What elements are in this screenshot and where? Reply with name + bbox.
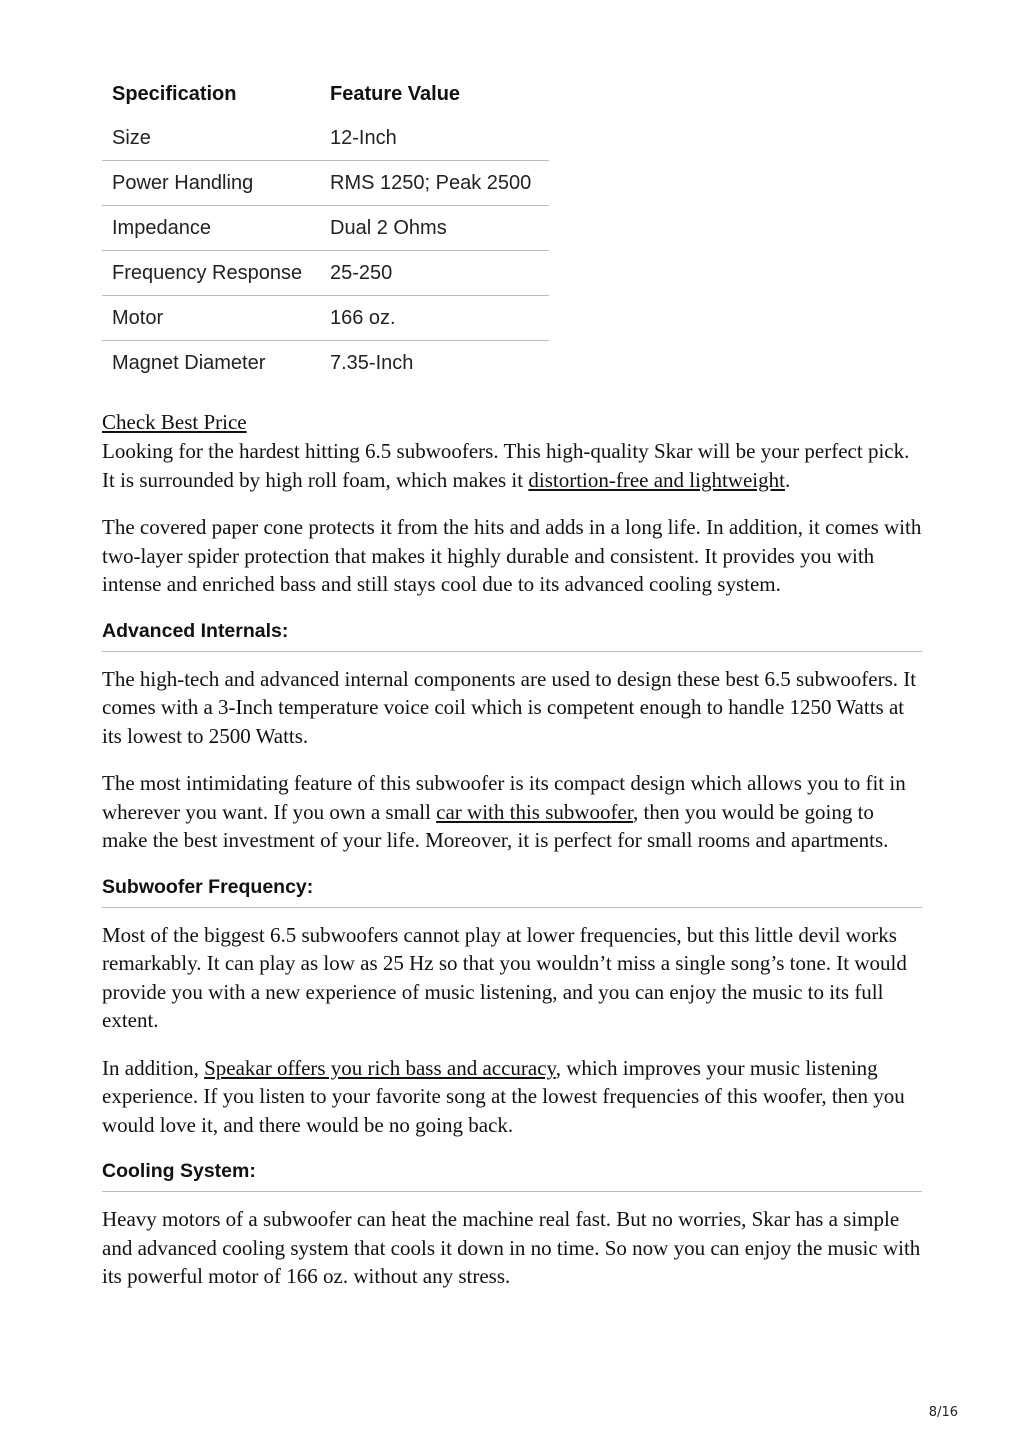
spec-value: 12-Inch bbox=[330, 126, 397, 149]
frequency-paragraph-1: Most of the biggest 6.5 subwoofers cannot play at lower frequencies, but this little devil works remarkably. It can play as low as 25 Hz so that you wouldn’t miss a single song’s tone. It would provide you with a new experience of music listening, and you can enjoy the music to its full extent. bbox=[102, 922, 907, 1032]
heading-advanced-internals: Advanced Internals: bbox=[102, 618, 922, 652]
intro-paragraph bbox=[102, 437, 922, 494]
table-row bbox=[102, 116, 549, 161]
spec-name: Impedance bbox=[102, 206, 320, 251]
intro-text-end: . bbox=[784, 467, 791, 492]
table-row bbox=[102, 341, 549, 386]
heading-subwoofer-frequency: Subwoofer Frequency: bbox=[102, 874, 922, 908]
table-row bbox=[102, 251, 549, 296]
cooling-paragraph: Heavy motors of a subwoofer can heat the machine real fast. But no worries, Skar has a simple and advanced cooling system that cools it down in no time. So now you can enjoy the music with its powerful motor of 166 oz. without any stress. bbox=[102, 1207, 921, 1288]
spec-value: 25-250 bbox=[320, 251, 549, 296]
distortion-free-link[interactable]: distortion-free and lightweight bbox=[528, 467, 785, 492]
cone-paragraph: The covered paper cone protects it from the hits and adds in a long life. In addition, it comes with two-layer spider protection that makes it highly durable and consistent. It provides you with intense and enriched bass and still stays cool due to its advanced cooling system. bbox=[102, 515, 922, 596]
frequency-paragraph-2 bbox=[102, 1054, 922, 1140]
document-page bbox=[102, 72, 922, 1310]
frequency-text-end: , which improves your music listening experience. If you listen to your favorite song at the lowest frequencies of this woofer, then you would love it, and there would be no going back. bbox=[102, 1055, 905, 1137]
table-row bbox=[102, 161, 549, 206]
spec-name: Motor bbox=[102, 296, 320, 341]
internals-paragraph-1: The high-tech and advanced internal components are used to design these best 6.5 subwoofers. It comes with a 3-Inch temperature voice coil which is competent enough to handle 1250 Watts at its lowest to 2500 Watts. bbox=[102, 666, 917, 748]
page-number: 8/16 bbox=[928, 1405, 958, 1420]
internals-paragraph-2 bbox=[102, 769, 922, 855]
spec-header-feature-value: Feature Value bbox=[330, 82, 461, 105]
spec-value: Dual 2 Ohms bbox=[320, 206, 549, 251]
spec-header-specification: Specification bbox=[112, 82, 237, 105]
spec-value: 166 oz. bbox=[320, 296, 549, 341]
car-with-subwoofer-link[interactable]: car with this subwoofer bbox=[436, 799, 634, 824]
internals-text: The most intimidating feature of this subwoofer is its compact design which allows you to fit in wherever you want. If you own a small bbox=[102, 771, 906, 824]
heading-cooling-system: Cooling System: bbox=[102, 1158, 922, 1192]
internals-text-end: , then you would be going to make the best investment of your life. Moreover, it is perfect for small rooms and apartments. bbox=[102, 799, 889, 852]
check-price-line bbox=[102, 408, 922, 437]
speakar-rich-bass-link[interactable]: Speakar offers you rich bass and accuracy bbox=[204, 1055, 556, 1080]
spec-name: Magnet Diameter bbox=[102, 341, 320, 386]
spec-name: Power Handling bbox=[102, 161, 320, 206]
spec-name: Size bbox=[112, 126, 151, 149]
check-best-price-link[interactable]: Check Best Price bbox=[102, 410, 247, 434]
spec-value: 7.35-Inch bbox=[320, 341, 549, 386]
spec-table-header-row bbox=[102, 72, 549, 116]
table-row bbox=[102, 206, 549, 251]
intro-text: Looking for the hardest hitting 6.5 subwoofers. This high-quality Skar will be your perfect pick. It is surrounded by high roll foam, which makes it bbox=[102, 439, 910, 492]
table-row bbox=[102, 296, 549, 341]
frequency-text: In addition, bbox=[102, 1055, 205, 1080]
spec-table bbox=[102, 72, 549, 385]
spec-name: Frequency Response bbox=[102, 251, 320, 296]
spec-value: RMS 1250; Peak 2500 bbox=[320, 161, 549, 206]
